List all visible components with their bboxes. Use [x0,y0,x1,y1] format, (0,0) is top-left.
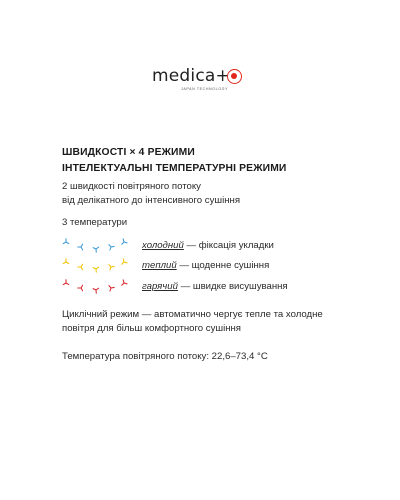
heading-line-2: ІНТЕЛЕКТУАЛЬНІ ТЕМПЕРАТУРНІ РЕЖИМИ [62,163,287,174]
cold-fan-icons [62,236,134,256]
fan-icon [107,243,115,251]
fan-icon [92,286,100,294]
cycle-line-2: повітря для більш комфортного сушіння [62,322,242,334]
fan-icon [77,284,85,292]
range-text: Температура повітряного потоку: 22,6–73,4 °C [62,351,268,362]
fan-icon [92,265,100,273]
temperature-cold-text [142,240,274,251]
fan-icon [107,263,115,271]
cycle-line-1: Циклічний режим — автоматично чергує тепле та холодне [62,309,323,320]
heading-line-1: ШВИДКОСТІ × 4 РЕЖИМИ [62,147,195,158]
temperatures-title-text: 3 температури [62,217,128,228]
temperature-hot-text [142,281,288,292]
logo-subtitle: JAPAN TECHNOLOGY [181,87,229,91]
temperature-row-hot [62,277,362,297]
temperature-warm-text [142,260,269,271]
temperature-hot-name: гарячий [142,281,178,292]
fan-icon [77,263,85,271]
temperature-cold-separator: — [183,240,199,251]
temperature-row-cold [62,236,362,256]
fan-icon [107,284,115,292]
temperature-warm-name: теплий [142,260,177,271]
fan-icon [120,238,128,246]
temperatures-title [62,216,127,230]
cycle-mode-description [62,308,323,335]
hot-fan-icons [62,277,134,297]
temperature-hot-separator: — [177,281,193,292]
fan-icon [77,243,85,251]
speeds-description [62,180,240,207]
fan-icon [62,258,70,266]
fan-icon [120,279,128,287]
speeds-line-1: 2 швидкості повітряного потоку [62,181,201,192]
temperature-warm-description: щоденне сушіння [191,260,270,271]
airflow-temperature-range [62,350,268,364]
speeds-line-2: від делікатного до інтенсивного сушіння [62,194,241,206]
brand-logo [0,60,400,100]
temperature-hot-description: швидке висушування [192,281,288,292]
fan-icon [62,238,70,246]
temperature-warm-separator: — [176,260,192,271]
fan-icon [92,245,100,253]
logo-wordmark: medica+ [152,66,230,86]
temperature-cold-name: холодний [142,240,184,251]
feature-heading [62,145,287,177]
temperature-row-warm [62,256,362,276]
fan-icon [120,258,128,266]
temperature-cold-description: фіксація укладки [198,240,274,251]
logo-dot-icon [227,69,242,84]
fan-icon [62,279,70,287]
warm-fan-icons [62,256,134,276]
